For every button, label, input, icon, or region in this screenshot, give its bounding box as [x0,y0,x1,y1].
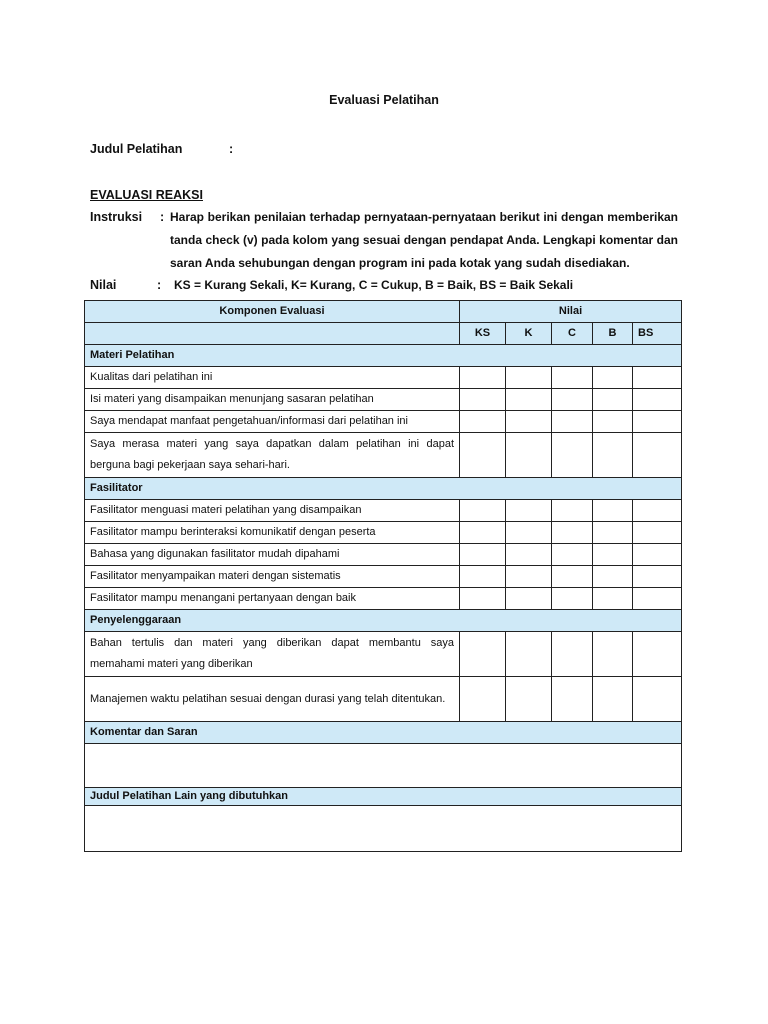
rating-cell-b[interactable] [593,632,633,677]
header-blank [85,323,460,345]
rating-col-k: K [506,323,552,345]
rating-cell-k[interactable] [506,433,552,478]
rating-cell-c[interactable] [552,433,593,478]
rating-cell-k[interactable] [506,566,552,588]
rating-cell-k[interactable] [506,677,552,722]
other-training-title: Judul Pelatihan Lain yang dibutuhkan [85,788,682,806]
rating-cell-bs[interactable] [633,566,682,588]
statement: Bahasa yang digunakan fasilitator mudah dipahami [85,544,460,566]
rating-cell-c[interactable] [552,677,593,722]
judul-pelatihan-colon: : [229,142,234,156]
statement: Fasilitator menyampaikan materi dengan sistematis [85,566,460,588]
rating-cell-b[interactable] [593,389,633,411]
rating-col-ks: KS [460,323,506,345]
rating-col-bs: BS [633,323,682,345]
section-title: Materi Pelatihan [85,345,682,367]
rating-cell-b[interactable] [593,522,633,544]
rating-cell-k[interactable] [506,367,552,389]
nilai-legend: KS = Kurang Sekali, K= Kurang, C = Cukup, B = Baik, BS = Baik Sekali [174,278,574,292]
judul-pelatihan-label: Judul Pelatihan [90,142,183,156]
statement: Manajemen waktu pelatihan sesuai dengan durasi yang telah ditentukan. [85,677,460,722]
rating-cell-k[interactable] [506,632,552,677]
statement: Fasilitator menguasi materi pelatihan yang disampaikan [85,500,460,522]
rating-cell-bs[interactable] [633,588,682,610]
rating-cell-k[interactable] [506,544,552,566]
rating-cell-c[interactable] [552,367,593,389]
rating-cell-bs[interactable] [633,411,682,433]
rating-cell-c[interactable] [552,544,593,566]
instruction-line-2: tanda check (v) pada kolom yang sesuai dengan pendapat Anda. Lengkapi komentar dan [170,233,678,247]
table-row [85,677,682,722]
other-training-box[interactable] [85,806,682,852]
rating-cell-c[interactable] [552,588,593,610]
nilai-label: Nilai [90,278,117,292]
table-row [85,389,682,411]
table-row [85,566,682,588]
instruction-line-1: Harap berikan penilaian terhadap pernyataan-pernyataan berikut ini dengan memberikan [170,210,678,224]
rating-cell-k[interactable] [506,500,552,522]
rating-cell-ks[interactable] [460,588,506,610]
rating-cell-b[interactable] [593,677,633,722]
rating-cell-bs[interactable] [633,367,682,389]
table-row [85,522,682,544]
rating-cell-bs[interactable] [633,544,682,566]
table-row [85,588,682,610]
statement: Fasilitator mampu berinteraksi komunikatif dengan peserta [85,522,460,544]
rating-cell-bs[interactable] [633,677,682,722]
instruction-colon: : [160,210,165,224]
table-row [85,367,682,389]
table-row [85,500,682,522]
rating-cell-c[interactable] [552,632,593,677]
rating-cell-k[interactable] [506,389,552,411]
rating-cell-b[interactable] [593,500,633,522]
rating-cell-ks[interactable] [460,677,506,722]
rating-cell-k[interactable] [506,588,552,610]
rating-cell-ks[interactable] [460,544,506,566]
rating-cell-c[interactable] [552,411,593,433]
rating-cell-ks[interactable] [460,389,506,411]
instruction-label: Instruksi [90,210,143,224]
rating-cell-c[interactable] [552,522,593,544]
rating-cell-b[interactable] [593,544,633,566]
table-row [85,544,682,566]
section-title: Fasilitator [85,478,682,500]
rating-col-b: B [593,323,633,345]
rating-cell-bs[interactable] [633,389,682,411]
section-heading: EVALUASI REAKSI [90,188,203,202]
comments-box[interactable] [85,744,682,788]
rating-cell-b[interactable] [593,433,633,478]
header-component: Komponen Evaluasi [85,301,460,323]
rating-cell-bs[interactable] [633,632,682,677]
nilai-colon: : [157,278,162,292]
rating-col-c: C [552,323,593,345]
page-title: Evaluasi Pelatihan [329,93,439,107]
comments-title: Komentar dan Saran [85,722,682,744]
statement: Isi materi yang disampaikan menunjang sasaran pelatihan [85,389,460,411]
rating-cell-bs[interactable] [633,500,682,522]
rating-cell-ks[interactable] [460,566,506,588]
rating-cell-b[interactable] [593,367,633,389]
rating-cell-k[interactable] [506,522,552,544]
statement: Fasilitator mampu menangani pertanyaan dengan baik [85,588,460,610]
statement: Kualitas dari pelatihan ini [85,367,460,389]
rating-cell-bs[interactable] [633,522,682,544]
rating-cell-b[interactable] [593,566,633,588]
rating-cell-c[interactable] [552,389,593,411]
rating-cell-ks[interactable] [460,433,506,478]
statement: Saya mendapat manfaat pengetahuan/informasi dari pelatihan ini [85,411,460,433]
rating-cell-bs[interactable] [633,433,682,478]
rating-cell-b[interactable] [593,411,633,433]
rating-cell-k[interactable] [506,411,552,433]
table-row [85,433,682,478]
table-row [85,632,682,677]
rating-cell-ks[interactable] [460,367,506,389]
rating-cell-b[interactable] [593,588,633,610]
evaluation-table [84,300,682,852]
rating-cell-c[interactable] [552,500,593,522]
statement: Bahan tertulis dan materi yang diberikan dapat membantu saya memahami materi yang diberikan [85,632,460,677]
statement: Saya merasa materi yang saya dapatkan dalam pelatihan ini dapat berguna bagi pekerjaan saya sehari-hari. [85,433,460,478]
section-title: Penyelenggaraan [85,610,682,632]
rating-cell-ks[interactable] [460,522,506,544]
rating-cell-c[interactable] [552,566,593,588]
table-row [85,411,682,433]
header-nilai: Nilai [460,301,682,323]
rating-cell-ks[interactable] [460,500,506,522]
rating-cell-ks[interactable] [460,632,506,677]
rating-cell-ks[interactable] [460,411,506,433]
instruction-line-3: saran Anda sehubungan dengan program ini pada kotak yang sudah disediakan. [170,256,630,270]
